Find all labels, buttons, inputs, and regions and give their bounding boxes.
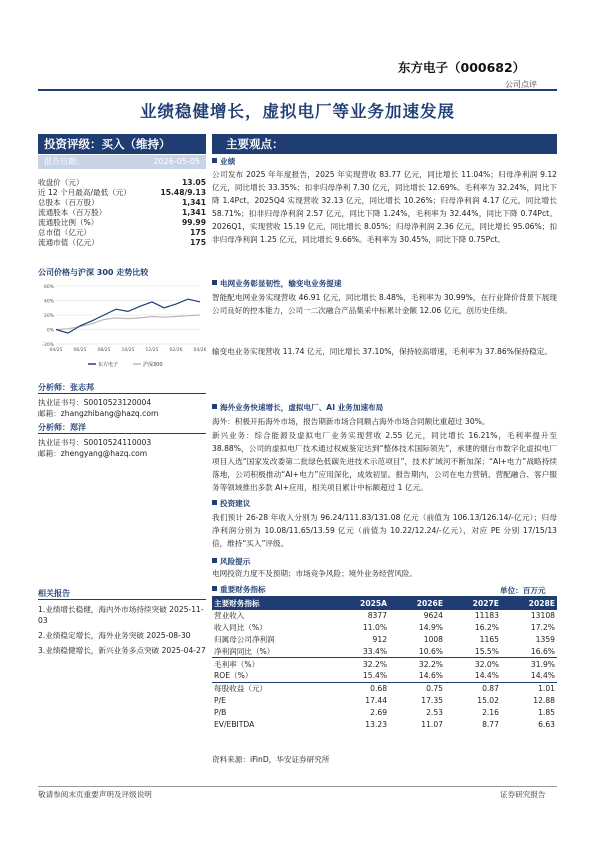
stat-value: 175: [190, 238, 206, 247]
table-cell: 31.9%: [530, 659, 555, 669]
column-header: 2028E: [501, 596, 557, 610]
table-cell: 13.23: [365, 719, 388, 729]
paragraph: 新兴业务：综合能源及虚拟电厂业务实现营收 2.55 亿元，同比增长 16.21%，毛利率提升至 38.88%，公司的虚拟电厂技术通过权威鉴定达到“整体技术国际领先”，承建的烟台市数字化虚拟电厂项目入选“国家发改委第二批绿色低碳先进技术示范项目”，技术扩域河不断加深；“AI+电力”战略持续落地，公司积极推动“AI+电力”应用深化，成效初显。报告期内，公司在电力营销、营配融合、客户服务等领域推出多款 AI+应用，相关项目累计中标额超过 1 亿元。: [212, 431, 557, 492]
table-cell: 9624: [423, 611, 444, 621]
x-tick-label: 08/25: [97, 348, 111, 353]
stat-row: [38, 218, 206, 228]
table-row: [212, 634, 557, 646]
table-row: [212, 670, 557, 682]
section-heading: 重要财务指标: [212, 584, 266, 597]
rating-bar: 投资评级：买入（维持）: [38, 134, 206, 154]
related-report-item[interactable]: 1.业绩增长稳健，海内外市场持续突破 2025-11-03: [38, 605, 204, 625]
price-chart: [38, 280, 206, 372]
date-label: 报告日期：: [44, 157, 84, 166]
y-tick-label: 0%: [46, 328, 54, 334]
related-report-item[interactable]: 3.业绩稳健增长，新兴业务多点突破 2025-04-27: [38, 646, 206, 655]
page-title: 业绩稳健增长，虚拟电厂等业务加速发展: [140, 102, 455, 121]
stat-label: 收盘价（元）: [38, 178, 84, 187]
cert-label: 执业证书号：: [38, 398, 84, 407]
table-row: [212, 695, 557, 707]
stat-row: [38, 198, 206, 208]
stat-label: 流通股比例（%）: [38, 218, 99, 227]
table-cell: 32.2%: [362, 659, 388, 669]
table-row: [212, 645, 557, 657]
table-cell: 33.4%: [332, 645, 389, 657]
x-tick-label: 12/25: [145, 348, 159, 353]
analyst-email[interactable]: zhangzhibang@hazq.com: [60, 409, 159, 418]
table-cell: 0.68: [370, 684, 388, 694]
row-label: 毛利率（%）: [214, 659, 260, 669]
stat-row: [38, 208, 206, 218]
stat-row: [38, 188, 206, 198]
report-date: 2026-05-05: [153, 157, 200, 166]
analyst-role: 分析师：: [38, 383, 70, 392]
row-label: 营业收入: [214, 611, 245, 621]
table-row: [212, 706, 557, 718]
stat-row: [38, 178, 206, 188]
stat-label: 流通市值（亿元）: [38, 238, 99, 247]
table-cell: 1.85: [538, 707, 555, 717]
stat-value: 15.48/9.13: [160, 188, 206, 197]
table-cell: 13108: [530, 611, 555, 621]
table-cell: 15.4%: [332, 670, 389, 682]
table-source: 资料来源：iFinD，华安证券研究所: [212, 755, 330, 764]
cert-label: 执业证书号：: [38, 438, 84, 447]
table-cell: 11183: [474, 611, 499, 621]
row-label: 每股收益（元）: [214, 684, 268, 694]
analyst-info: [38, 437, 151, 459]
stat-label: 总市值（亿元）: [38, 228, 92, 237]
y-tick-label: 20%: [43, 314, 54, 319]
section-heading: 海外业务快速增长，虚拟电厂、AI 业务加速布局: [212, 402, 383, 415]
y-tick-label: -20%: [42, 343, 54, 348]
analyst-heading: [38, 382, 206, 394]
table-cell: 2.16: [482, 707, 499, 717]
row-label: ROE（%）: [212, 670, 332, 682]
section-heading: 风险提示: [212, 556, 250, 569]
table-cell: 1165: [479, 634, 499, 644]
legend-label: 沪深300: [143, 362, 163, 368]
footer-divider: [38, 786, 557, 787]
footer-disclaimer: 敬请参阅末页重要声明及评级说明: [38, 790, 152, 799]
x-tick-label: 04/26: [193, 348, 206, 353]
table-cell: 12.88: [533, 695, 555, 705]
paragraph: 海外：积极开拓海外市场，报告期新市场合同额占海外市场合同额比重超过 30%。: [212, 417, 490, 426]
analyst-heading: [38, 422, 206, 434]
table-cell: 14.9%: [418, 623, 444, 633]
table-cell: 14.4%: [501, 670, 557, 682]
related-reports-heading: 相关报告: [38, 588, 206, 600]
table-cell: 8377: [367, 611, 388, 621]
analyst-role: 分析师：: [38, 423, 70, 432]
table-cell: 0.87: [482, 684, 499, 694]
row-label: 收入同比（%）: [214, 623, 267, 633]
analyst-info: [38, 397, 158, 419]
table-cell: 17.2%: [530, 623, 555, 633]
section-heading: 电网业务彰显韧性，输变电业务提速: [212, 278, 342, 291]
table-cell: 14.4%: [445, 670, 501, 682]
table-cell: 1359: [535, 634, 555, 644]
related-reports-list: [38, 604, 206, 656]
analyst-email[interactable]: zhengyang@hazq.com: [60, 449, 148, 458]
stat-value: 1,341: [181, 198, 206, 207]
table-row: [212, 658, 557, 670]
paragraph: 我们预计 26-28 年收入分别为 96.24/111.83/131.08 亿元（前值为 106.13/126.14/-亿元）；归母净利润分别为 10.08/11.65/13.59 亿元（前值为 10.22/12.24/-亿元），对应 PE 分别 17/15/13 倍，维持“买入”评级。: [212, 513, 557, 548]
table-cell: 1008: [423, 634, 444, 644]
row-label: EV/EBITDA: [214, 719, 255, 729]
stock-stats: [38, 178, 206, 248]
paragraph: 公司发布 2025 年年度报告，2025 年实现营收 83.77 亿元，同比增长 11.04%；归母净利润 9.12 亿元，同比增长 33.35%；扣非归母净利 7.30 亿元，同比增长 12.69%。毛利率为 32.24%，同比下降 1.4Pct。2025Q4 实现营收 32.13 亿元，同比增长 10.26%；归母净利润 4.17 亿元，同比增长 58.71%；扣非归母净利润 2.57 亿元，同比下降 1.24%，毛利率为 32.44%，同比下降 0.74Pct。2026Q1，实现营收 15.19 亿元，同比增长 8.05%；归母净利润 2.36 亿元，同比增长 95.06%；扣非归母净利润 1.25 亿元，同比增长 9.66%。毛利率为 30.45%，同比下降 0.75Pct。: [212, 170, 557, 244]
table-cell: 0.75: [426, 684, 444, 694]
table-row: [212, 682, 557, 694]
table-cell: 2.69: [370, 707, 388, 717]
stat-row: [38, 228, 206, 238]
section-heading: 投资建议: [212, 498, 250, 511]
table-row: [212, 610, 557, 622]
section-heading: 业绩: [212, 156, 235, 169]
paragraph: 智能配电网业务实现营收 46.91 亿元，同比增长 8.48%，毛利率为 30.99%，在行业降价背景下展现公司良好的控本能力，公司一二次融合产品集采中标累计金额 12.06 亿元，创历史佳绩。: [212, 293, 557, 315]
y-tick-label: 60%: [43, 285, 54, 290]
financial-table: [212, 596, 557, 730]
table-cell: 10.6%: [389, 645, 445, 657]
paragraph: 电网投资力度不及预期；市场竞争风险；境外业务经营风险。: [212, 569, 418, 578]
table-cell: 17.44: [365, 695, 388, 705]
table-header-row: [212, 596, 557, 610]
table-cell: 15.5%: [445, 645, 501, 657]
mail-label: 邮箱：: [38, 449, 61, 458]
row-label: P/E: [214, 695, 226, 705]
unit-label: 单位：百万元: [500, 586, 546, 595]
row-label: 净利润同比（%）: [212, 645, 332, 657]
column-header: 2025A: [332, 596, 389, 610]
table-cell: 32.0%: [474, 659, 499, 669]
table-row: [212, 718, 557, 730]
chart-title: 公司价格与沪深 300 走势比较: [38, 268, 149, 277]
analyst-name: 张志邦: [70, 383, 94, 392]
stat-value: 99.99: [181, 218, 206, 227]
column-header: 主要财务指标: [212, 596, 332, 610]
row-label: 归属母公司净利润: [214, 634, 275, 644]
table-cell: 912: [372, 634, 388, 644]
stat-label: 近 12 个月最高/最低（元）: [38, 188, 131, 197]
analyst-name: 郑洋: [70, 423, 86, 432]
table-cell: 14.6%: [389, 670, 445, 682]
x-tick-label: 06/25: [73, 348, 87, 353]
table-cell: 8.77: [482, 719, 499, 729]
table-cell: 11.0%: [362, 623, 388, 633]
stat-value: 175: [190, 228, 206, 237]
cert-number: S0010524110003: [83, 438, 152, 447]
table-cell: 2.53: [426, 707, 444, 717]
company-name: 东方电子（000682）: [398, 60, 526, 75]
stat-label: 总股本（百万股）: [38, 198, 99, 207]
report-type: 公司点评: [505, 80, 537, 89]
header-divider: [38, 89, 557, 91]
table-cell: 32.2%: [418, 659, 444, 669]
table-row: [212, 622, 557, 634]
mail-label: 邮箱：: [38, 409, 61, 418]
table-cell: 1.01: [538, 684, 555, 694]
table-cell: 17.35: [421, 695, 444, 705]
legend-label: 东方电子: [98, 362, 119, 368]
row-label: P/B: [214, 707, 227, 717]
stat-value: 13.05: [181, 178, 206, 187]
footer-label: 证券研究报告: [500, 790, 546, 799]
stat-row: [38, 238, 206, 248]
main-points-bar: 主要观点：: [212, 134, 557, 154]
table-cell: 15.02: [477, 695, 499, 705]
table-cell: 16.2%: [474, 623, 499, 633]
stat-label: 流通股本（百万股）: [38, 208, 107, 217]
related-report-item[interactable]: 2.业绩稳定增长，海外业务突破 2025-08-30: [38, 631, 191, 640]
x-tick-label: 04/25: [49, 348, 63, 353]
cert-number: S0010523120004: [83, 398, 152, 407]
y-tick-label: 40%: [43, 299, 54, 305]
stat-value: 1,341: [181, 208, 206, 217]
paragraph: 输变电业务实现营收 11.74 亿元，同比增长 37.10%，保持较高增速，毛利率为 37.86%保持稳定。: [212, 347, 552, 356]
column-header: 2027E: [445, 596, 501, 610]
table-cell: 16.6%: [501, 645, 557, 657]
table-cell: 6.63: [538, 719, 555, 729]
report-date-bar: [38, 155, 206, 169]
x-tick-label: 10/25: [121, 348, 135, 353]
column-header: 2026E: [389, 596, 445, 610]
x-tick-label: 02/26: [169, 348, 183, 353]
table-cell: 11.07: [421, 719, 444, 729]
